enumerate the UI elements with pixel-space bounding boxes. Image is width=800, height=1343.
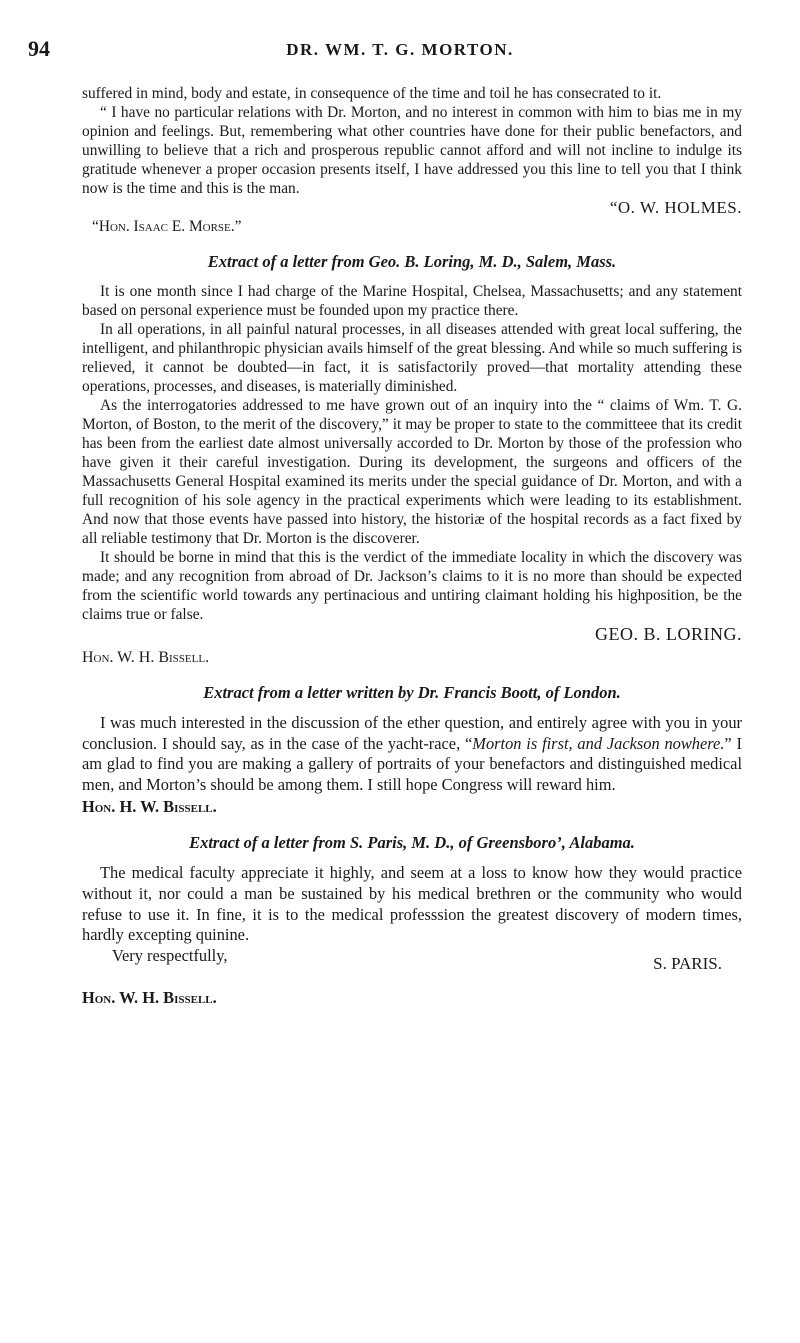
boott-addressee: Hon. H. W. Bissell. [82,797,217,817]
boott-heading: Extract from a letter written by Dr. Francis Boott, of London. [203,683,621,702]
holmes-letter [82,84,742,236]
page-header [0,36,800,66]
loring-addressee: Hon. W. H. Bissell. [82,649,210,666]
paris-signature: S. PARIS. [653,953,722,973]
loring-signature-row [82,624,742,648]
page-number: 94 [28,36,50,61]
paris-letter [82,833,742,1007]
loring-signature: GEO. B. LORING. [595,624,742,644]
boott-text-after: ” I am glad to find you are making a gallery of portraits of your benefactors and distinguished medical men, and Morton’s should be among them. I still hope Congress will reward him. [82,733,742,794]
holmes-signature-row [82,198,742,217]
boott-letter [82,683,742,817]
holmes-signature: “O. W. HOLMES. [609,198,742,217]
paris-closing-row [82,946,742,986]
paris-addressee: Hon. W. H. Bissell. [82,987,217,1007]
paris-paragraph: The medical faculty appreciate it highly, and seem at a loss to know how they would practice without it, nor could a man be sustained by his medical brethren or the community who would refuse to use it. In fine, it is to the medical professsion the greatest discovery of modern times, hardly excepting quinine. [82,863,742,945]
holmes-paragraph: “ I have no particular relations with Dr. Morton, and no interest in common with him to bias me in my opinion and feelings. But, remembering what other countries have done for their public benefactors, and unwilling to believe that a rich and prosperous republic cannot afford and will not incline to indulge its gratitude whenever a proper occasion presents itself, I have addressed you this line to tell you that I think now is the time and this is the man. [82,104,742,197]
loring-heading: Extract of a letter from Geo. B. Loring, M. D., Salem, Mass. [207,252,617,271]
loring-paragraph-4: It should be borne in mind that this is the verdict of the immediate locality in which the discovery was made; and any recognition from abroad of Dr. Jackson’s claims to it is no more than should be expected from the scientific world towards any pertinacious and untiring claimant holding his highposition, be the claims true or false. [82,549,742,623]
loring-paragraph-3: As the interrogatories addressed to me have grown out of an inquiry into the “ claims of Wm. T. G. Morton, of Boston, to the merit of the discovery,” it may be proper to state to the committeee that its credit has been from the earliest date almost universally accorded to Dr. Morton by those of the profession who have given it their careful investigation. During its development, the surgeons and officers of the Massachusetts General Hospital examined its merits under the special guidance of Dr. Morton, and with a full recognition of his sole agency in the practical experiments which were leading to its establishment. And now that those events have passed into history, the historiæ of the hospital records as a fact fixed by all reliable testimony that Dr. Morton is the discoverer. [82,397,742,547]
page-body [82,84,742,1008]
loring-paragraph-1: It is one month since I had charge of the Marine Hospital, Chelsea, Massachusetts; and any statement based on personal experience must be founded upon my practice there. [82,283,742,319]
paris-heading: Extract of a letter from S. Paris, M. D., of Greensboro’, Alabama. [189,833,635,853]
holmes-continuation: suffered in mind, body and estate, in consequence of the time and toil he has consecrated to it. [82,85,662,102]
loring-paragraph-2: In all operations, in all painful natural processes, in all diseases attended with great local suffering, the intelligent, and philanthropic physician avails himself of the great blessing. And while so much suffering is relieved, it cannot be doubted—in fact, it is satisfactorily proved—that mortality attending these operations, processes, and diseases, is materially diminished. [82,321,742,395]
boott-italic-quote: Morton is first, and Jackson nowhere. [472,733,725,753]
paris-closing: Very respectfully, [112,945,228,965]
boott-paragraph [82,713,742,795]
loring-letter [82,252,742,667]
boott-text-before: I was much interested in the discussion of the ether question, and entirely agree with you in your conclusion. I should say, as in the case of the yacht-race, “ [82,713,742,753]
holmes-addressee: “Hon. Isaac E. Morse.” [92,218,242,235]
running-head: DR. WM. T. G. MORTON. [286,40,514,59]
